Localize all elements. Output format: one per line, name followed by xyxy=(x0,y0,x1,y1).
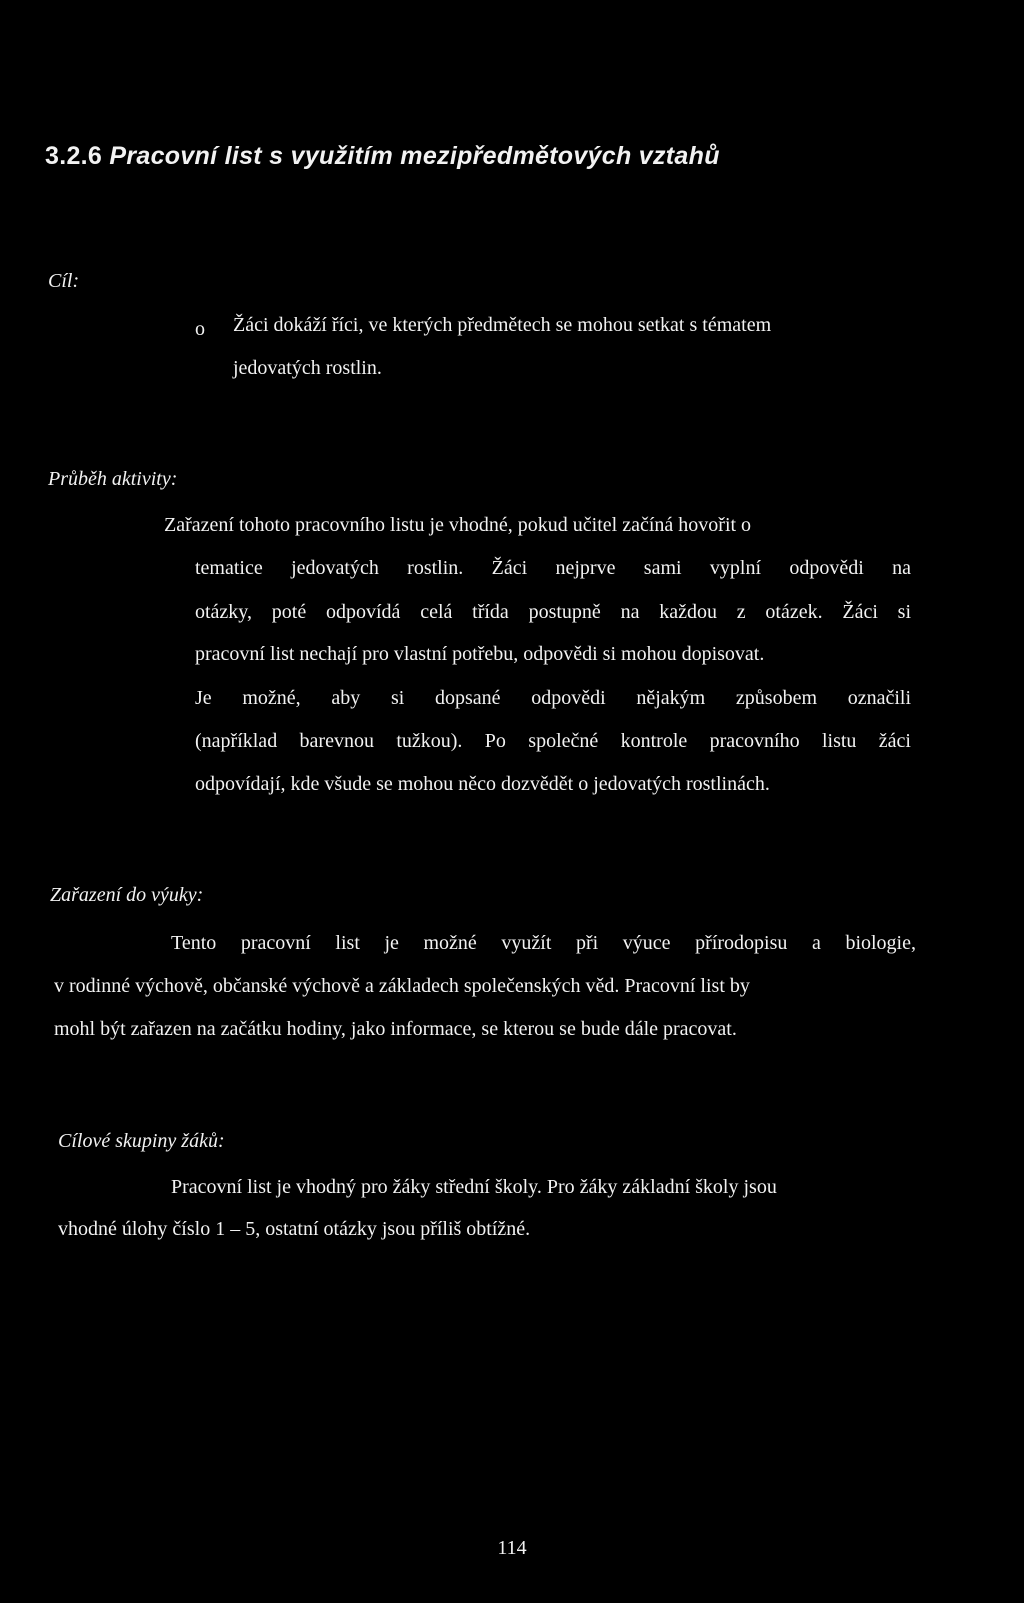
target-groups-line-2: vhodné úlohy číslo 1 – 5, ostatní otázky jsou příliš obtížné. xyxy=(58,1218,531,1240)
target-groups-label: Cílové skupiny žáků: xyxy=(58,1130,225,1152)
activity-line-4: pracovní list nechají pro vlastní potřebu, odpovědi si mohou dopisovat. xyxy=(195,643,765,665)
activity-label: Průběh aktivity: xyxy=(48,468,178,490)
goal-line-2: jedovatých rostlin. xyxy=(233,357,382,379)
target-groups-line-1: Pracovní list je vhodný pro žáky střední školy. Pro žáky základní školy jsou xyxy=(171,1176,777,1198)
section-number: 3.2.6 xyxy=(45,142,103,170)
inclusion-line-1: Tento pracovní list je možné využít při výuce přírodopisu a biologie, xyxy=(171,932,916,954)
activity-line-6: (například barevnou tužkou). Po společné kontrole pracovního listu žáci xyxy=(195,730,911,752)
activity-line-7: odpovídají, kde všude se mohou něco dozvědět o jedovatých rostlinách. xyxy=(195,773,770,795)
section-heading xyxy=(45,142,720,171)
page-number: 114 xyxy=(497,1537,527,1559)
activity-line-5: Je možné, aby si dopsané odpovědi nějakým způsobem označili xyxy=(195,687,911,709)
activity-line-2: tematice jedovatých rostlin. Žáci nejprve sami vyplní odpovědi na xyxy=(195,557,911,579)
activity-line-1: Zařazení tohoto pracovního listu je vhodné, pokud učitel začíná hovořit o xyxy=(164,514,752,536)
inclusion-label: Zařazení do výuky: xyxy=(50,884,204,906)
inclusion-line-2: v rodinné výchově, občanské výchově a základech společenských věd. Pracovní list by xyxy=(54,975,750,997)
goal-label: Cíl: xyxy=(48,270,80,292)
goal-line-1: Žáci dokáží říci, ve kterých předmětech se mohou setkat s tématem xyxy=(233,314,772,336)
activity-line-3: otázky, poté odpovídá celá třída postupně na každou z otázek. Žáci si xyxy=(195,601,911,623)
bullet-marker: o xyxy=(195,318,205,340)
section-title: Pracovní list s využitím mezipředmětových vztahů xyxy=(109,142,720,170)
inclusion-line-3: mohl být zařazen na začátku hodiny, jako informace, se kterou se bude dále pracovat. xyxy=(54,1018,737,1040)
